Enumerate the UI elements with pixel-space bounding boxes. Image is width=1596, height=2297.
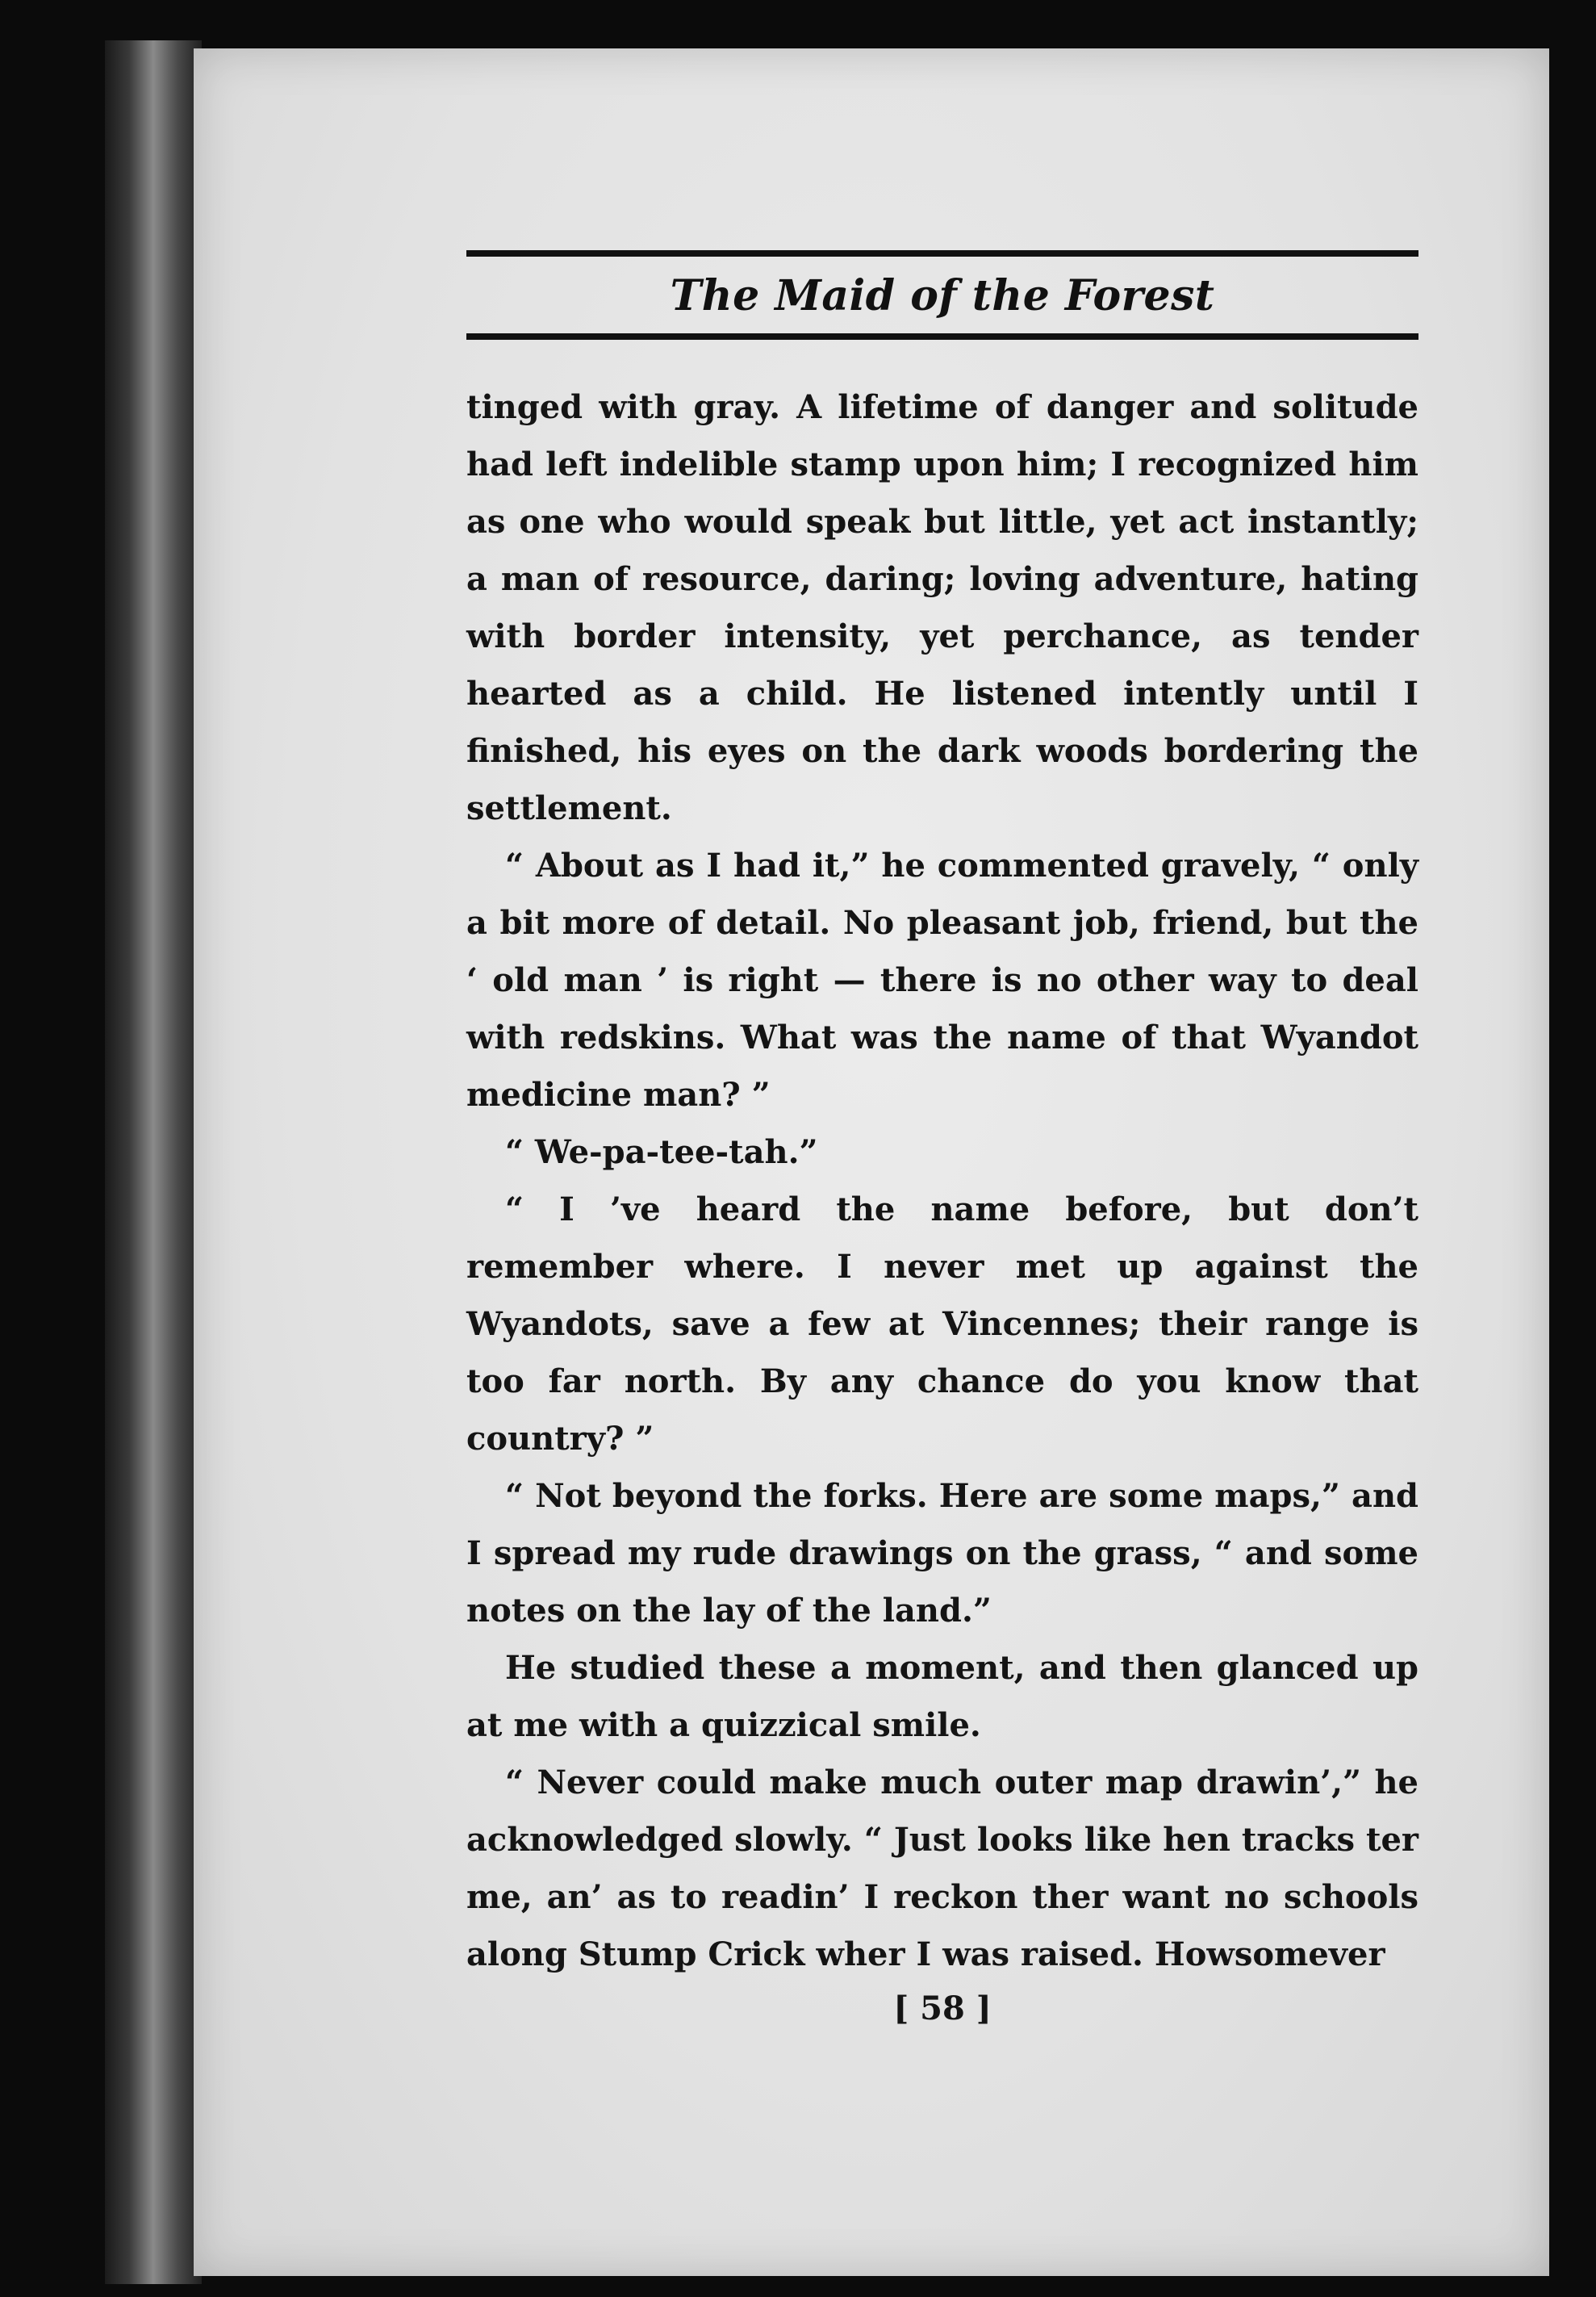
paragraph: He studied these a moment, and then glanced up at me with a quizzical smile. [466,1649,1418,1744]
text-block [466,250,1418,2027]
book-binding-edge [105,40,202,2284]
paragraph: “ I ’ve heard the name before, but don’t remember where. I never met up against the Wyandots, save a few at Vincennes; their range is too far north. By any chance do you know that country? ” [466,1190,1418,1458]
body-text [466,379,1418,1983]
running-head: The Maid of the Forest [670,271,1215,320]
book-page [194,48,1549,2276]
header-rule-top [466,250,1418,257]
paragraph: “ Not beyond the forks. Here are some maps,” and I spread my rude drawings on the grass, “ and some notes on the lay of the land.” [466,1477,1418,1630]
page-number: [ 58 ] [893,1989,992,2027]
paragraph: “ We-pa-tee-tah.” [505,1133,818,1171]
paragraph: “ About as I had it,” he commented gravely, “ only a bit more of detail. No pleasant job, friend, but the ‘ old man ’ is right — there is no other way to deal with redskins. What was the name of that Wyandot medicine man? ” [466,847,1418,1114]
header-rule-bottom [466,333,1418,340]
paragraph: “ Never could make much outer map drawin’,” he acknowledged slowly. “ Just looks like hen tracks ter me, an’ as to readin’ I reckon ther want no schools along Stump Crick wher I was raised. Howsomever [466,1764,1418,1973]
paragraph: tinged with gray. A lifetime of danger and solitude had left indelible stamp upon him; I recognized him as one who would speak but little, yet act instantly; a man of resource, daring; loving adventure, hating with border intensity, yet perchance, as tender hearted as a child. He listened intently until I finished, his eyes on the dark woods bordering the settlement. [466,388,1418,827]
